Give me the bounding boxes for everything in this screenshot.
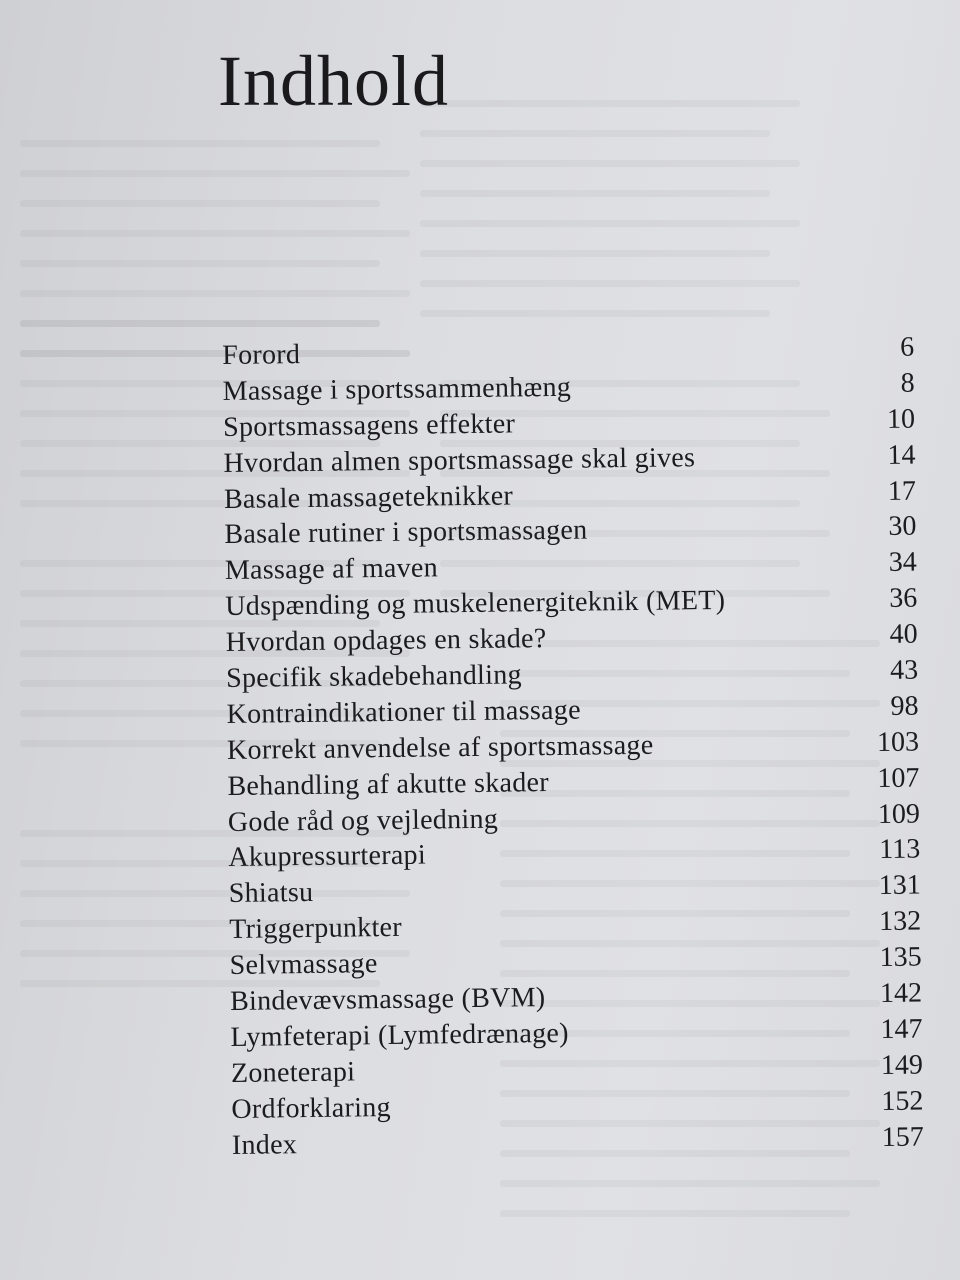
toc-entry-page: 107 (877, 762, 920, 794)
toc-entry-page: 17 (887, 475, 917, 507)
toc-entry-page: 147 (880, 1013, 923, 1045)
toc-entry-page: 103 (876, 726, 920, 758)
toc-entry-page: 10 (886, 403, 916, 435)
show-through-line (20, 320, 380, 327)
toc-entry-page: 36 (889, 582, 918, 615)
toc-entry-label: Lymfeterapi (Lymfedrænage) (230, 1017, 569, 1053)
show-through-line (500, 1180, 880, 1187)
toc-entry-page: 132 (878, 905, 922, 938)
toc-entry-page: 149 (880, 1049, 924, 1081)
toc-entry-label: Gode råd og vejledning (227, 803, 499, 838)
show-through-line (20, 290, 410, 297)
toc-entry-label: Specifik skadebehandling (225, 659, 523, 694)
toc-entry-label: Forord (222, 339, 301, 371)
page-title: Indhold (218, 41, 449, 121)
toc-entry-label: Hvordan opdages en skade? (225, 623, 547, 659)
show-through-line (420, 220, 800, 227)
show-through-line (420, 250, 770, 257)
show-through-line (420, 130, 770, 137)
show-through-line (420, 100, 800, 107)
show-through-line (420, 280, 800, 287)
toc-entry-label: Sportsmassagens effekter (222, 408, 516, 443)
toc-entry-label: Ordforklaring (231, 1091, 392, 1125)
toc-entry-page: 8 (900, 367, 915, 399)
toc-entry-page: 157 (881, 1121, 924, 1153)
toc-entry-label: Bindevævsmassage (BVM) (229, 982, 546, 1017)
toc-entry-page: 152 (881, 1085, 924, 1117)
toc-entry-page: 34 (888, 546, 917, 579)
toc-entry-page: 6 (899, 331, 915, 363)
show-through-line (20, 230, 410, 237)
toc-entry-label: Korrekt anvendelse af sportsmassage (226, 729, 654, 766)
toc-entry-page: 135 (879, 941, 922, 974)
show-through-line (500, 1210, 850, 1217)
show-through-line (420, 190, 770, 197)
show-through-line (420, 160, 800, 167)
show-through-line (20, 260, 380, 267)
toc-entry-page: 131 (878, 869, 921, 902)
toc-entry-label: Selvmassage (229, 948, 378, 982)
toc-entry-label: Triggerpunkter (229, 912, 403, 946)
toc-entry-page: 109 (877, 798, 921, 830)
toc-entry-label: Index (231, 1128, 298, 1161)
toc-entry-label: Hvordan almen sportsmassage skal gives (223, 441, 696, 479)
toc-entry-page: 113 (879, 833, 921, 866)
toc-entry-label: Basale rutiner i sportsmassagen (224, 515, 588, 551)
toc-entry-label: Massage i sportssammenhæng (222, 371, 572, 407)
toc-entry-label: Kontraindikationer til massage (226, 694, 582, 730)
toc-entry-label: Behandling af akutte skader (227, 766, 550, 802)
show-through-line (20, 320, 380, 327)
show-through-line (20, 200, 380, 207)
show-through-line (20, 170, 410, 177)
show-through-line (420, 310, 770, 317)
toc-entry-page: 142 (879, 977, 923, 1010)
toc-entry-label: Udspænding og muskelenergiteknik (MET) (225, 585, 726, 623)
toc-entry-page: 40 (889, 618, 918, 650)
table-of-contents (222, 330, 924, 1164)
toc-entry-page: 30 (888, 510, 917, 543)
show-through-line (20, 140, 380, 147)
toc-entry-page: 43 (889, 654, 919, 686)
toc-entry-label: Akupressurterapi (228, 840, 427, 874)
toc-entry-label: Zoneterapi (230, 1056, 356, 1089)
toc-entry-label: Shiatsu (228, 877, 314, 910)
toc-entry-page: 98 (890, 690, 919, 722)
toc-entry-label: Basale massageteknikker (223, 480, 514, 515)
toc-entry-label: Massage af maven (224, 552, 439, 587)
toc-entry-page: 14 (887, 439, 916, 471)
